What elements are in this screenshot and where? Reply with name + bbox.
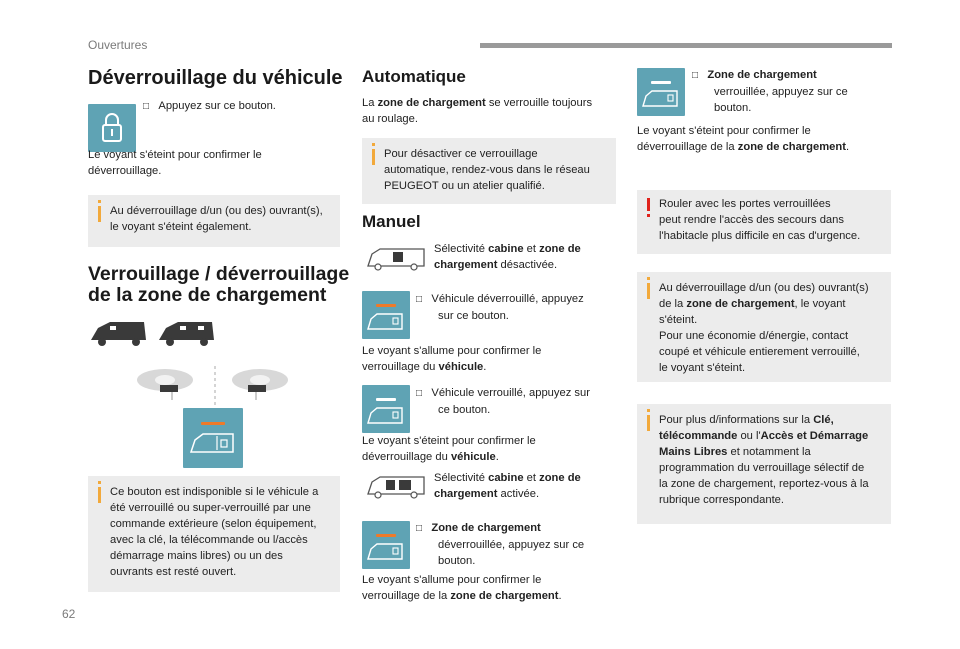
note-button-unavailable: Ce bouton est indisponible si le véhicule a été verrouillé ou super-verrouillé par une commande extérieure (selon équipement, avec la clé, la télécommande ou l/accès démarrage mains libres) ou un des ouvrants est resté ouvert. [88, 476, 340, 592]
info-icon [647, 283, 650, 299]
selectivity-off-text: Sélectivité cabine et zone de chargement désactivée. [434, 243, 581, 271]
info-icon [98, 206, 101, 222]
van-lock-icon [366, 405, 406, 427]
note-more-info: Pour plus d/informations sur la Clé, télécommande ou l'Accès et Démarrage Mains Libres et notamment la programmation du verrouillage sélectif de la zone de chargement, reportez-vous à la rubrique correspondante. [637, 404, 891, 524]
para-automatic: La zone de chargement se verrouille toujours au roulage. [362, 97, 593, 125]
step-vehicle-unlocked: □ Véhicule déverrouillé, appuyez sur ce bouton. [416, 293, 584, 322]
note-cargo-unlock-energy: Au déverrouillage d/un (ou des) ouvrant(s) de la zone de chargement, le voyant s'éteint. Pour une économie d/énergie, contact coupé et véhicule entierement verrouillé, le voyant s'éteint. [637, 272, 891, 382]
bullet-icon: □ [416, 388, 423, 399]
cargo-button-tile-4 [637, 68, 685, 116]
van-lock-icon [366, 541, 406, 563]
van-lock-icon [366, 311, 406, 333]
step-vehicle-locked: □ Véhicule verrouillé, appuyez sur ce bouton. [416, 387, 590, 416]
cargo-button-tile-3 [362, 521, 410, 569]
padlock-icon [88, 104, 136, 152]
para-unlock-cargo: Le voyant s'éteint pour confirmer le déverrouillage de la zone de chargement. [637, 125, 850, 153]
info-icon [647, 415, 650, 431]
title-manual: Manuel [362, 212, 421, 231]
led-indicator [376, 398, 396, 401]
van-selectivity-on-icon [366, 474, 428, 500]
para-voyant-unlock: Le voyant s'éteint pour confirmer le déverrouillage. [88, 149, 262, 177]
van-lock-icon [641, 88, 681, 110]
led-indicator [376, 304, 396, 307]
bullet-icon: □ [143, 101, 150, 112]
van-lock-icon [189, 430, 237, 458]
step-press-button: □ Appuyez sur ce bouton. [143, 100, 276, 112]
bullet-icon: □ [416, 294, 423, 305]
header-rule [480, 43, 892, 48]
led-indicator [651, 81, 671, 84]
para-unlock-vehicle: Le voyant s'éteint pour confirmer le déverrouillage du véhicule. [362, 435, 536, 463]
info-icon [372, 149, 375, 165]
title-unlocking: Déverrouillage du véhicule [88, 67, 343, 89]
title-cargo-zone: Verrouillage / déverrouillage de la zone de chargement [88, 263, 350, 306]
note-unlock-openings: Au déverrouillage d/un (ou des) ouvrant(s), le voyant s'éteint également. [88, 195, 340, 247]
bullet-icon: □ [692, 70, 699, 81]
cargo-lock-button-tile [183, 408, 243, 468]
step-cargo-unlocked: □ Zone de chargement déverrouillée, appuyez sur ce bouton. [416, 522, 585, 567]
info-icon [98, 487, 101, 503]
dashboard-illustration [130, 366, 300, 406]
page-number: 62 [62, 607, 76, 621]
section-label: Ouvertures [88, 38, 148, 52]
led-indicator [201, 422, 225, 425]
para-lock-cargo: Le voyant s'allume pour confirmer le verrouillage de la zone de chargement. [362, 574, 562, 602]
selectivity-on-text: Sélectivité cabine et zone de chargement activée. [434, 472, 581, 500]
cargo-button-tile-1 [362, 291, 410, 339]
led-indicator [376, 534, 396, 537]
lock-button-tile [88, 104, 136, 152]
cargo-button-tile-2 [362, 385, 410, 433]
van-selectivity-off-icon [366, 246, 428, 272]
para-lock-vehicle: Le voyant s'allume pour confirmer le verrouillage du véhicule. [362, 345, 542, 373]
note-deactivate-auto: Pour désactiver ce verrouillage automatique, rendez-vous dans le réseau PEUGEOT ou un atelier qualifié. [362, 138, 616, 204]
warning-icon [647, 198, 650, 211]
warning-locked-doors: Rouler avec les portes verrouillées peut rendre l'accès des secours dans l'habitacle plus difficile en cas d'urgence. [637, 190, 891, 254]
title-automatic: Automatique [362, 67, 466, 86]
bullet-icon: □ [416, 523, 423, 534]
step-cargo-locked: □ Zone de chargement verrouillée, appuyez sur ce bouton. [692, 69, 848, 114]
vans-illustration [88, 318, 228, 350]
